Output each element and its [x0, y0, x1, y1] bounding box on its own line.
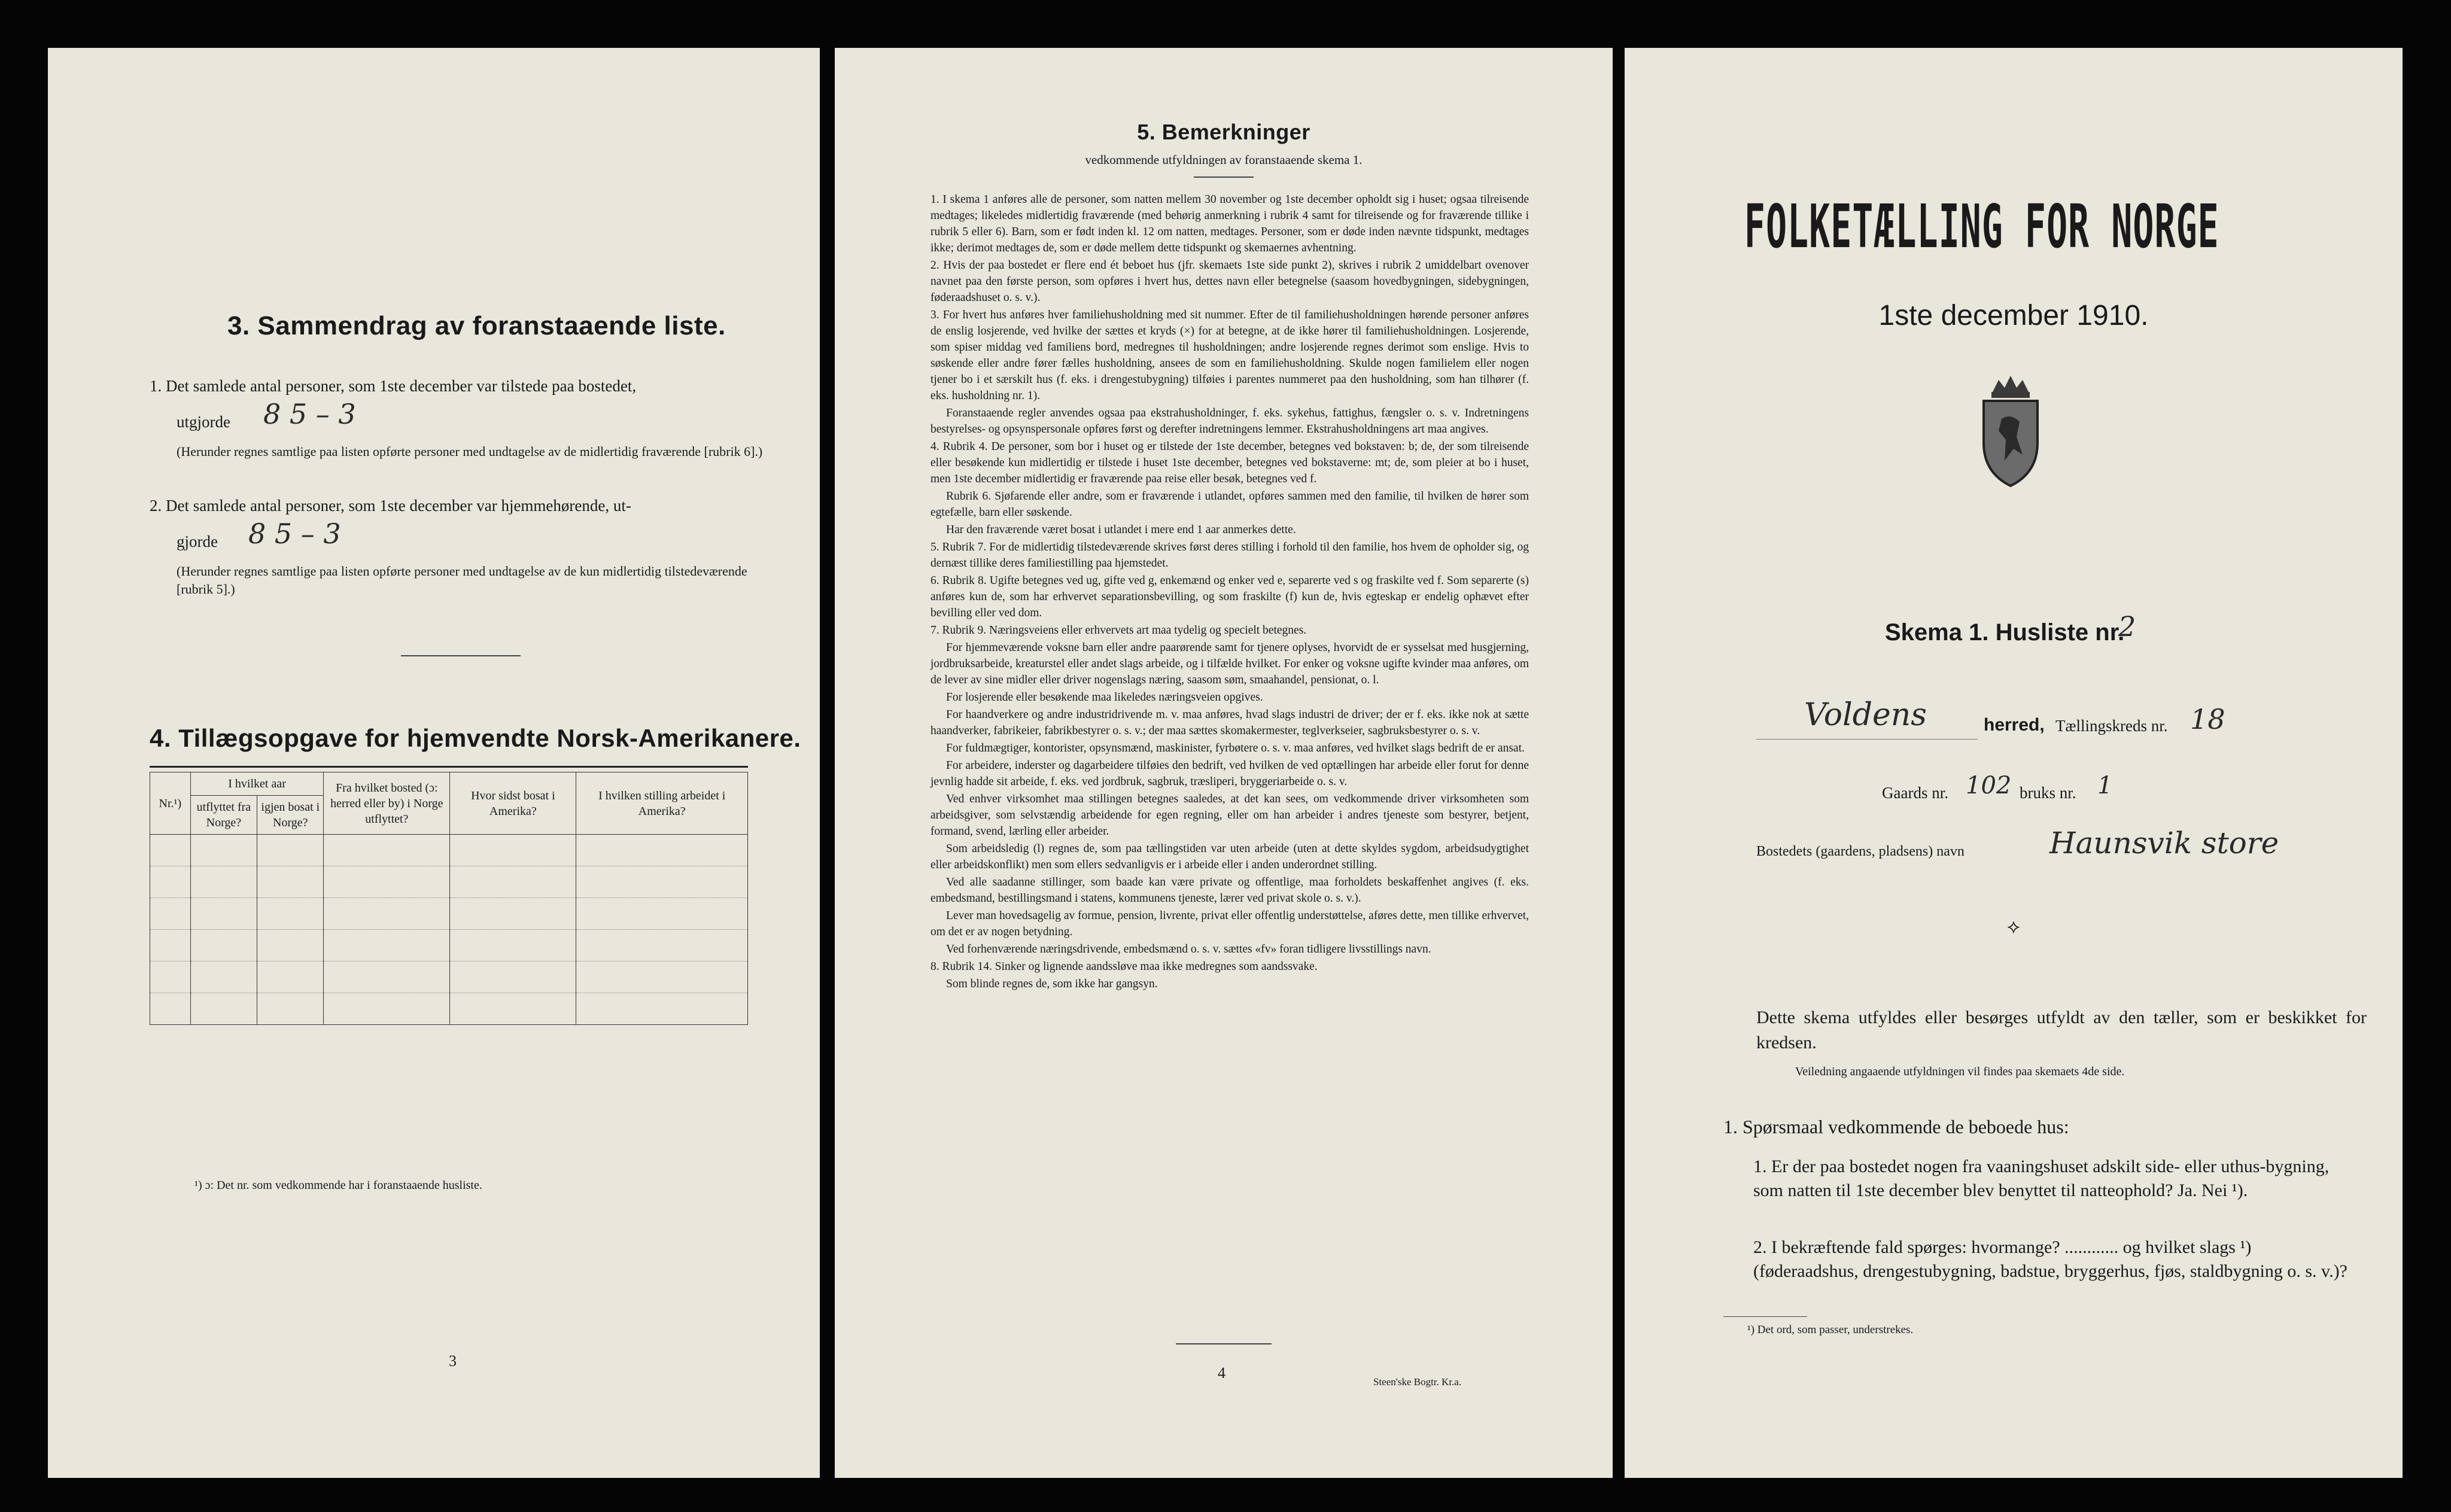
col-utflyttet: utflyttet fra Norge?: [190, 796, 257, 835]
table-cell[interactable]: [324, 866, 450, 898]
table-cell[interactable]: [190, 866, 257, 898]
table-cell[interactable]: [150, 898, 191, 930]
kreds-label: Tællingskreds nr.: [2055, 717, 2168, 735]
section3-title: 3. Sammendrag av foranstaaende liste.: [227, 311, 726, 340]
note-5: 5. Rubrik 7. For de midlertidig tilstedeværende skrives først deres stilling i forhold til den familie, hos hvem de opholder sig, og dernæst tillike deres familiestilling paa hjemstedet.: [930, 541, 1529, 570]
table-cell[interactable]: [450, 866, 576, 898]
table-cell[interactable]: [257, 835, 324, 866]
norway-coat-of-arms-icon: [1969, 371, 2052, 491]
husliste-nr-value[interactable]: 2: [2118, 610, 2136, 643]
note-3-extra: Foranstaaende regler anvendes ogsaa paa ekstrahusholdninger, f. eks. sykehus, fattighus, fængsler o. s. v. Indretningens bestyrelses- og opsynspersonale opføres først og derefter indretningens lemmer. Ekstrahusholdningens art maa angives.: [930, 407, 1529, 436]
col-igjen-bosat: igjen bosat i Norge?: [257, 796, 324, 835]
table-cell[interactable]: [324, 898, 450, 930]
main-title: FOLKETÆLLING FOR NORGE: [1744, 191, 2219, 261]
table-cell[interactable]: [324, 835, 450, 866]
table-cell[interactable]: [190, 930, 257, 962]
table-cell[interactable]: [150, 930, 191, 962]
footnote: ¹) Det ord, som passer, understrekes.: [1747, 1324, 1914, 1336]
page-number-3: 3: [449, 1352, 457, 1370]
note-6: 6. Rubrik 8. Ugifte betegnes ved ug, gifte ved g, enkemænd og enker ved e, separerte ved s og fraskilte ved f. Som separerte (s) anføres kun de, som har erhvervet separationsbevilling, og som fraskilte (f) kun de, hvis egteskap er endelig ophævet efter bevilling eller ved dom.: [930, 574, 1529, 619]
page-right: [1625, 48, 2403, 1478]
table-cell[interactable]: [450, 930, 576, 962]
guidance: Veiledning angaaende utfyldningen vil findes paa skemaets 4de side.: [1795, 1065, 2125, 1078]
note-2: 2. Hvis der paa bostedet er flere end ét beboet hus (jfr. skemaets 1ste side punkt 2), skrives i rubrik 2 umiddelbart ovenover navnet paa den første person, som opføres i hvert hus, dettes navn eller betegnelse (saasom hovedbygningen, sidebygningen, føderaadshuset o. s. v.).: [930, 259, 1529, 304]
table-cell[interactable]: [450, 993, 576, 1025]
note-3: 3. For hvert hus anføres hver familiehusholdning med sit nummer. Efter de til familiehusholdningen hørende personer anføres de enslig losjerende, ved hvilke der sættes et kryds (×) for at betegne, at de ikke hører til familiehusholdningen. Losjerende, som spiser middag ved familiens bord, medregnes til husholdningen; andre losjerende regnes derimot som enslige. Hvis to søskende eller andre fører fælles husholdning, ansees de som en familiehusholdning. Skulde nogen familielem eller nogen tjener bo i et særskilt hus (f. eks. i drengestubygning) tilføies i parentes nummeret paa den husholdning, som han tilhører (f. eks. husholdning nr. 1).: [930, 309, 1529, 402]
bemerkninger-title: 5. Bemerkninger: [1137, 120, 1310, 144]
note-7-b: For losjerende eller besøkende maa likeledes næringsveien opgives.: [946, 691, 1263, 704]
table-cell[interactable]: [324, 993, 450, 1025]
table-cell[interactable]: [257, 866, 324, 898]
table-footnote: ¹) ɔ: Det nr. som vedkommende har i foranstaaende husliste.: [194, 1179, 482, 1192]
table-top-rule: [150, 766, 748, 768]
item2-note: (Herunder regnes samtlige paa listen opførte personer med undtagelse av de kun midlertidig tilstedeværende [rubrik 5].): [177, 564, 747, 597]
table-cell[interactable]: [190, 962, 257, 993]
table-cell[interactable]: [150, 866, 191, 898]
note-4: 4. Rubrik 4. De personer, som bor i huset og er tilstede der 1ste december, betegnes ved bokstaven: b; de, der som tilreisende eller besøkende kun midlertidig er tilstede i huset 1ste december, betegnes ved bokstaverne: mt; de, som pleier at bo i huset, men 1ste december midlertidig er fraværende paa reise eller besøk, betegnes ved f.: [930, 440, 1529, 485]
q1-1: 1. Er der paa bostedet nogen fra vaaningshuset adskilt side- eller uthus-bygning, som natten til 1ste december blev benyttet til natteophold? Ja. Nei ¹).: [1753, 1157, 2330, 1200]
note-8-blinde: Som blinde regnes de, som ikke har gangsyn.: [946, 978, 1158, 990]
table-cell[interactable]: [190, 835, 257, 866]
bemerkninger-subtitle: vedkommende utfyldningen av foranstaaende skema 1.: [1085, 153, 1363, 167]
page-number-4: 4: [1218, 1364, 1226, 1382]
table-cell[interactable]: [576, 993, 748, 1025]
herred-label: herred,: [1984, 715, 2045, 735]
note-7-d: For fuldmægtiger, kontorister, opsynsmænd, maskinister, fyrbøtere o. s. v. maa anføres, ved hvilket slags bedrift de er ansat.: [946, 742, 1525, 755]
col-stilling: I hvilken stilling arbeidet i Amerika?: [576, 772, 748, 835]
herred-line: [1756, 739, 1978, 740]
table-cell[interactable]: [257, 930, 324, 962]
note-1: 1. I skema 1 anføres alle de personer, som natten mellem 30 november og 1ste december opholdt sig i huset; ogsaa tilreisende medtages; likeledes midlertidig fraværende (med behørig anmerkning i rubrik 4 samt for tilreisende og for fraværende tillike i rubrik 5 eller 6). Barn, som er født inden kl. 12 om natten, medtages. Personer, som er døde inden nævnte tidspunkt, medtages ikke; derimot medtages de, som er døde mellem dette tidspunkt og skemaernes avhentning.: [930, 193, 1529, 254]
note-7-a: For hjemmeværende voksne barn eller andre paarørende samt for tjenere oplyses, hvorvidt de er sysselsat med husgjerning, jordbruksarbeide, kreaturstel eller andet slags arbeide, og i tilfælde hvilket. For enker og voksne ugifte kvinder maa anføres, om de lever av sine midler eller driver nogenslags næring, saasom søm, smaahandel, pensionat, o. l.: [930, 641, 1529, 686]
item1-text: 1. Det samlede antal personer, som 1ste december var tilstede paa bostedet,: [150, 377, 637, 395]
item1-note: (Herunder regnes samtlige paa listen opførte personer med undtagelse av de midlertidig fraværende [rubrik 6].): [177, 444, 763, 459]
norsk-amerikanere-table: [150, 772, 748, 1025]
divider: [1194, 177, 1254, 178]
table-cell[interactable]: [150, 962, 191, 993]
table-cell[interactable]: [450, 962, 576, 993]
instruction: Dette skema utfyldes eller besørges utfyldt av den tæller, som er beskikket for kredsen.: [1756, 1008, 2367, 1052]
table-cell[interactable]: [190, 993, 257, 1025]
note-7-h: Ved alle saadanne stillinger, som baade kan være private og offentlige, maa forholdets beskaffenhet angives (f. eks. embedsmand, bestillingsmand i statens, kommunens tjeneste, lærer ved privat skole o. s. v.).: [930, 876, 1529, 905]
note-4-rubrik6: Rubrik 6. Sjøfarende eller andre, som er fraværende i utlandet, opføres sammen med den familie, til hvilken de hører som egtefælle, barn eller søskende.: [930, 490, 1529, 519]
table-cell[interactable]: [450, 835, 576, 866]
col-nr: Nr.¹): [150, 772, 191, 835]
table-cell[interactable]: [576, 898, 748, 930]
table-cell[interactable]: [257, 898, 324, 930]
table-cell[interactable]: [150, 993, 191, 1025]
section4-title: 4. Tillægsopgave for hjemvendte Norsk-Amerikanere.: [150, 724, 801, 752]
item1-label: utgjorde: [177, 413, 230, 431]
note-7-i: Lever man hovedsagelig av formue, pension, livrente, privat eller offentlig understøttelse, aføres dette, men tillike erhvervet, om det er av nogen betydning.: [930, 909, 1529, 938]
table-cell[interactable]: [576, 835, 748, 866]
page-middle: [835, 48, 1613, 1478]
gaards-label: Gaards nr.: [1882, 784, 1948, 802]
printer-mark: Steen'ske Bogtr. Kr.a.: [1373, 1376, 1462, 1388]
q1-title: 1. Spørsmaal vedkommende de beboede hus:: [1723, 1116, 2069, 1137]
divider: [1176, 1343, 1272, 1344]
divider: [401, 655, 521, 656]
table-cell[interactable]: [576, 866, 748, 898]
table-cell[interactable]: [190, 898, 257, 930]
gaards-value[interactable]: 102: [1966, 772, 2012, 799]
table-cell[interactable]: [576, 962, 748, 993]
note-4-bosat: Har den fraværende været bosat i utlandet i mere end 1 aar anmerkes dette.: [946, 524, 1296, 536]
note-8: 8. Rubrik 14. Sinker og lignende aandssløve maa ikke medregnes som aandssvake.: [930, 960, 1318, 973]
bosted-label: Bostedets (gaardens, pladsens) navn: [1756, 844, 1965, 859]
col-group-aar: I hvilket aar: [190, 772, 324, 796]
col-fra-bosted: Fra hvilket bosted (ɔ: herred eller by) i Norge utflyttet?: [324, 772, 450, 835]
bosted-value[interactable]: Haunsvik store: [2049, 826, 2279, 860]
kreds-value[interactable]: 18: [2190, 703, 2225, 735]
table-cell[interactable]: [324, 930, 450, 962]
note-7: 7. Rubrik 9. Næringsveiens eller erhvervets art maa tydelig og specielt betegnes.: [930, 624, 1307, 637]
table-cell[interactable]: [257, 993, 324, 1025]
table-cell[interactable]: [576, 930, 748, 962]
footnote-rule: [1723, 1316, 1807, 1317]
item1-handwritten-value[interactable]: 8 5 – 3: [263, 398, 356, 430]
bruks-value[interactable]: 1: [2097, 772, 2113, 799]
item2-label: gjorde: [177, 533, 218, 550]
note-7-e: For arbeidere, inderster og dagarbeidere tilføies den bedrift, ved hvilken de ved optællingen har arbeide eller forut for denne jevnlig hadde sit arbeide, f. eks. ved jordbruk, sagbruk, træsliperi, bryggeriarbeide o. s. v.: [930, 759, 1529, 788]
schema-label: Skema 1. Husliste nr.: [1885, 619, 2125, 646]
table-cell[interactable]: [324, 962, 450, 993]
col-hvor-bosat: Hvor sidst bosat i Amerika?: [450, 772, 576, 835]
table-cell[interactable]: [450, 898, 576, 930]
table-cell[interactable]: [257, 962, 324, 993]
q1-2: 2. I bekræftende fald spørges: hvormange? ............ og hvilket slags ¹) (føderaadshus, drengestubygning, badstue, bryggerhus, fjøs, staldbygning o. s. v.)?: [1753, 1237, 2347, 1281]
item2-handwritten-value[interactable]: 8 5 – 3: [248, 518, 341, 550]
item2-text: 2. Det samlede antal personer, som 1ste december var hjemmehørende, ut-: [150, 497, 631, 515]
census-date: 1ste december 1910.: [1878, 300, 2149, 331]
herred-value[interactable]: Voldens: [1804, 697, 1927, 733]
bemerkninger-notes: [930, 191, 1529, 993]
note-7-j: Ved forhenværende næringsdrivende, embedsmænd o. s. v. sættes «fv» foran tidligere livsstillings navn.: [946, 943, 1431, 956]
note-7-g: Som arbeidsledig (l) regnes de, som paa tællingstiden var uten arbeide (uten at dette skyldes sygdom, arbeidsudygtighet eller arbeidskonflikt) men som ellers sedvanligvis er i arbeide eller i anden underordnet stilling.: [930, 842, 1529, 871]
bruks-label: bruks nr.: [2020, 784, 2076, 802]
table-cell[interactable]: [150, 835, 191, 866]
page-left: [48, 48, 820, 1478]
note-7-c: For haandverkere og andre industridrivende m. v. maa anføres, hvad slags industri de driver; der er f. eks. ikke nok at sætte haandverker, fabrikeier, fabrikbestyrer o. s. v.; der maa sættes skomakermester, teglverkseier, sagbruksbestyrer o. s. v.: [930, 708, 1529, 737]
ornament: ⟡: [2007, 915, 2020, 937]
note-7-f: Ved enhver virksomhet maa stillingen betegnes saaledes, at det kan sees, om vedkommende driver virksomheten som arbeidsgiver, som selvstændig arbeidende for egen regning, eller om han arbeider i andres tjeneste som bestyrer, betjent, formand, svend, lærling eller arbeider.: [930, 793, 1529, 838]
